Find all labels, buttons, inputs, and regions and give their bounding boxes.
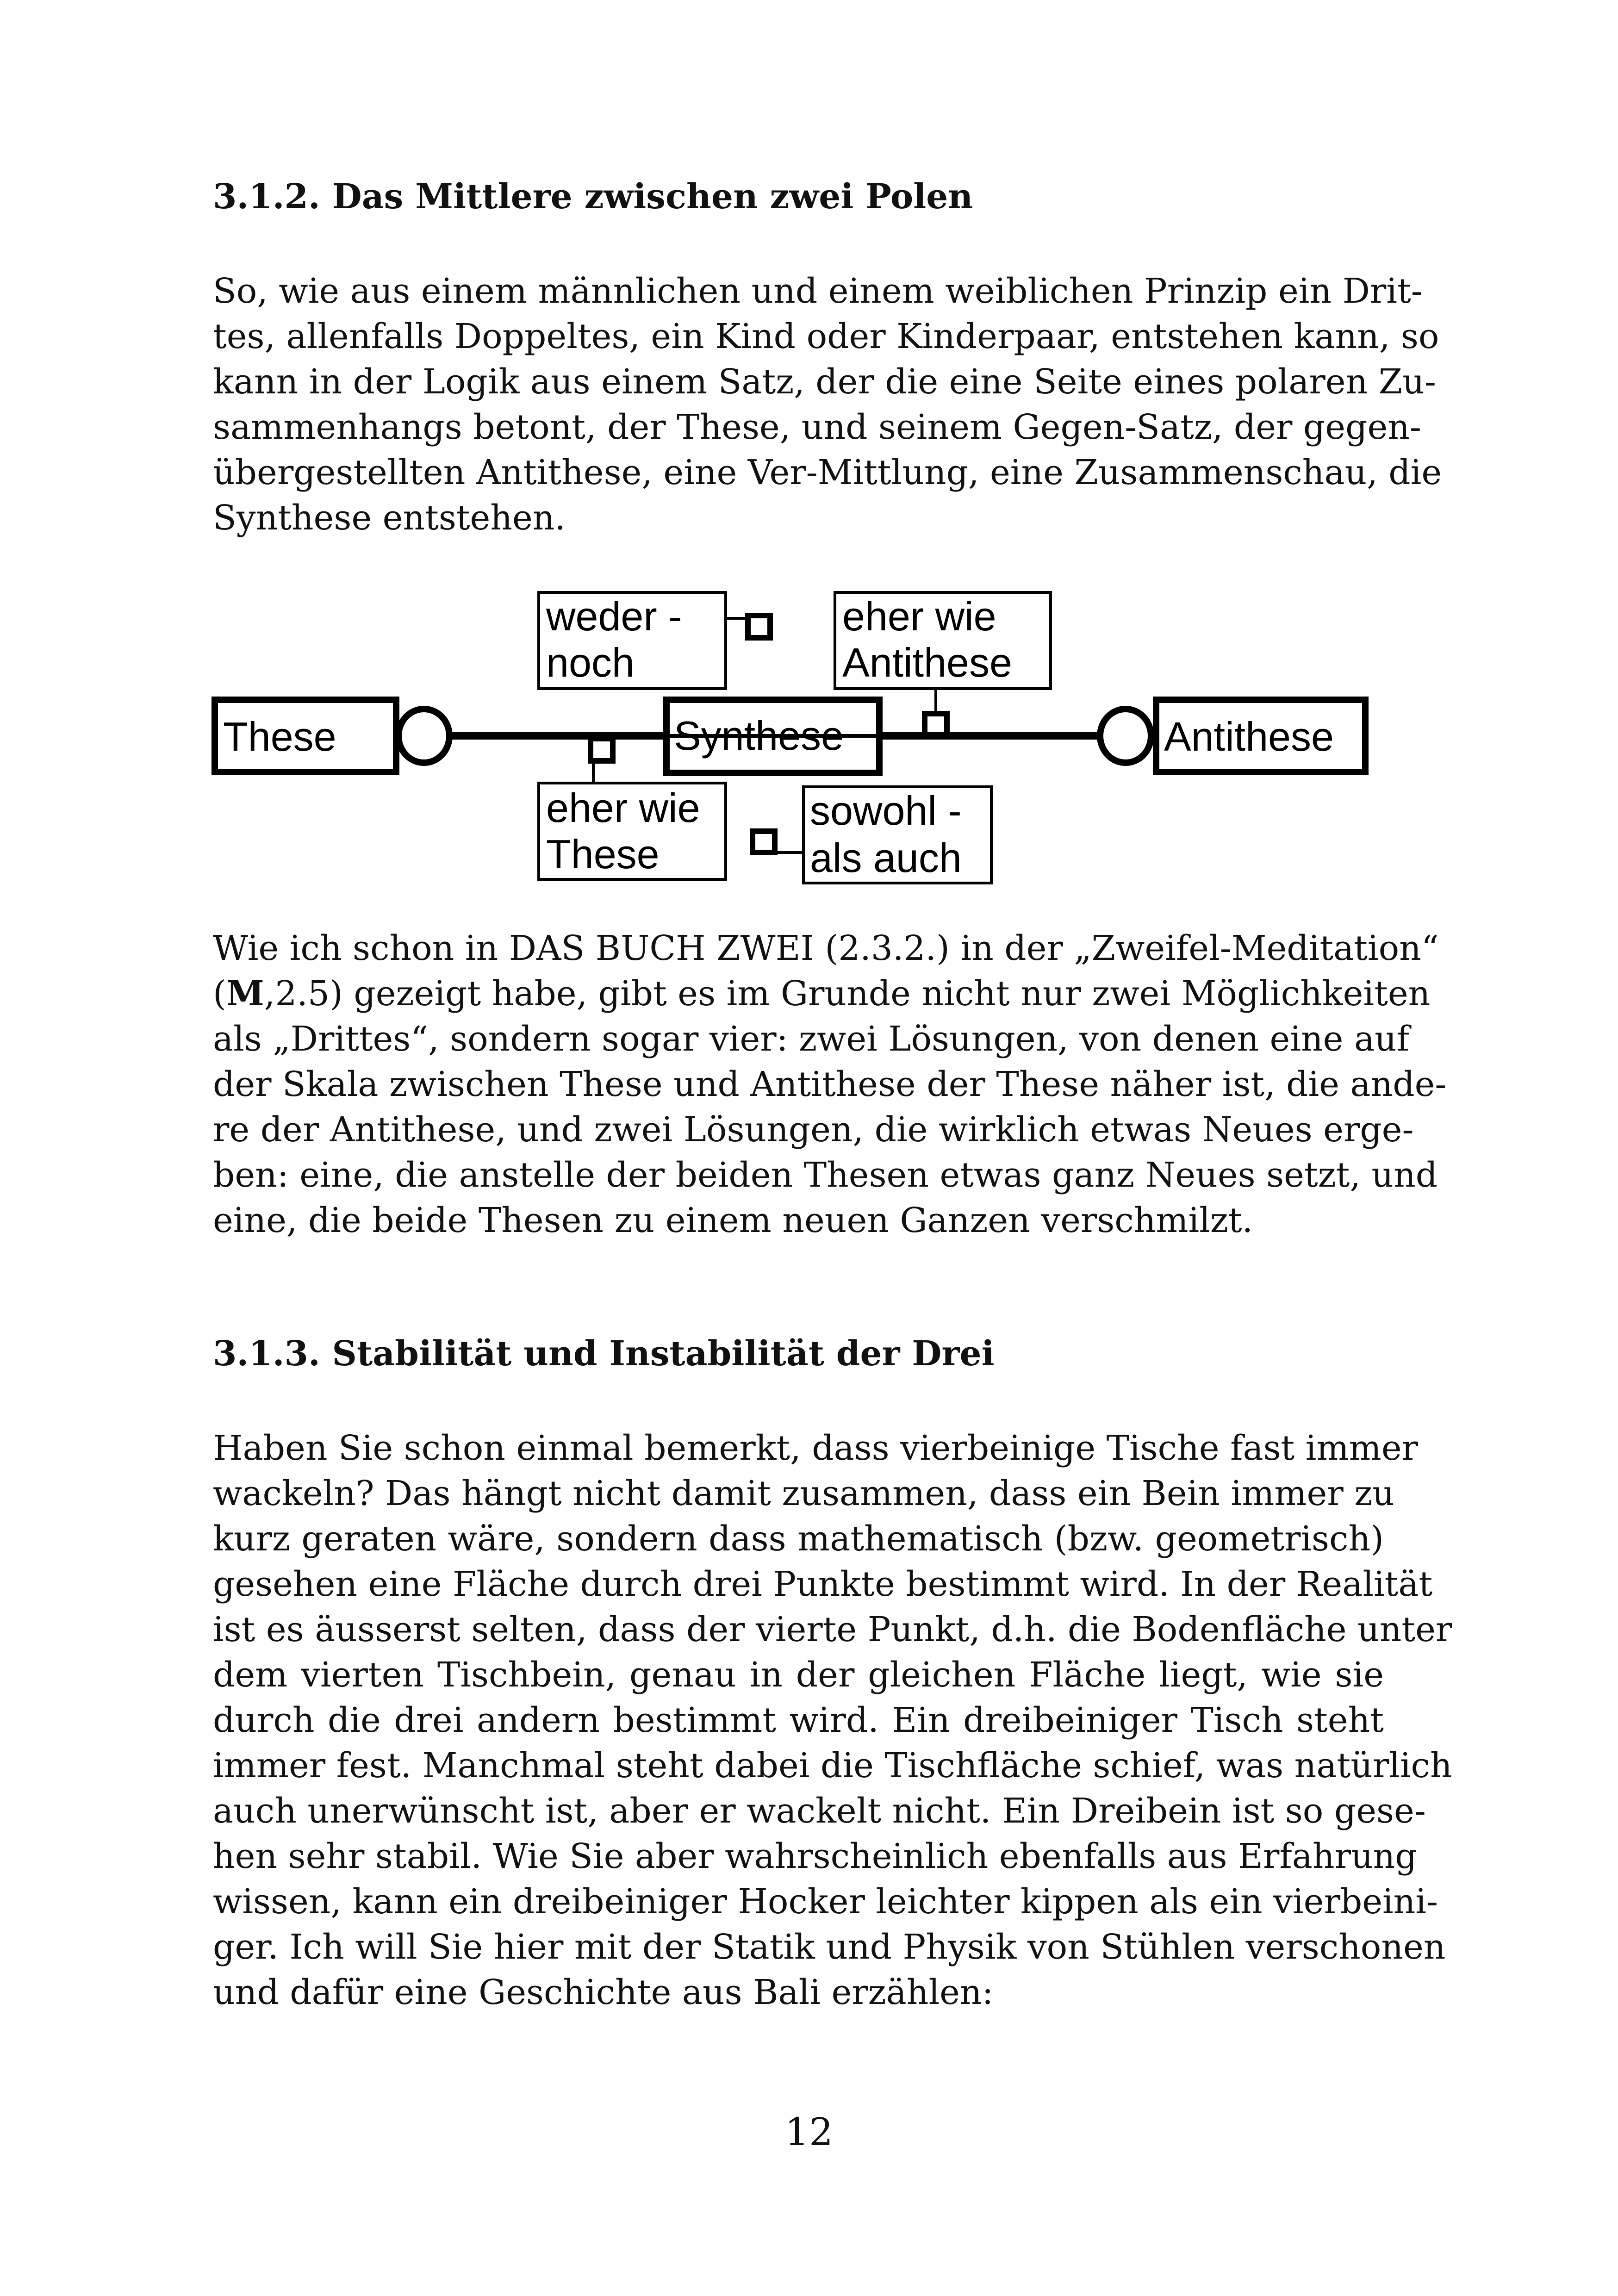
text-line: Synthese entstehen. bbox=[213, 498, 566, 538]
sowohl-port bbox=[753, 831, 775, 852]
text-line: auch unerwünscht ist, aber er wackelt nicht. Ein Dreibein ist so gese- bbox=[213, 1791, 1426, 1831]
text-line: als „Drittes“, sondern sogar vier: zwei Lösungen, von denen eine auf bbox=[213, 1019, 1410, 1059]
text-line: kann in der Logik aus einem Satz, der die eine Seite eines polaren Zu- bbox=[213, 362, 1436, 402]
paragraph-synthese-intro bbox=[213, 268, 1442, 541]
text-line: (M,2.5) gezeigt habe, gibt es im Grunde nicht nur zwei Möglichkeiten bbox=[213, 974, 1431, 1014]
antithese-circle bbox=[1100, 709, 1151, 763]
eher-antithese-label-line2: Antithese bbox=[842, 640, 1012, 685]
text-line: der Skala zwischen These und Antithese der These näher ist, die ande- bbox=[213, 1064, 1447, 1104]
method-reference-bold: M bbox=[226, 974, 264, 1014]
eher-these-port bbox=[591, 739, 613, 761]
text-line: kurz geraten wäre, sondern dass mathematisch (bzw. geometrisch) bbox=[213, 1519, 1384, 1559]
page-number: 12 bbox=[784, 2110, 834, 2154]
text-line: übergestellten Antithese, eine Ver-Mittlung, eine Zusammenschau, die bbox=[213, 453, 1442, 492]
text-line: ben: eine, die anstelle der beiden Thesen etwas ganz Neues setzt, und bbox=[213, 1155, 1438, 1195]
weder-noch-port bbox=[748, 616, 770, 638]
these-antithese-diagram bbox=[204, 579, 1398, 893]
text-line: So, wie aus einem männlichen und einem weiblichen Prinzip ein Drit- bbox=[213, 271, 1423, 311]
paragraph-stabilitaet bbox=[213, 1425, 1452, 2015]
text-line: gesehen eine Fläche durch drei Punkte bestimmt wird. In der Realität bbox=[213, 1564, 1433, 1604]
weder-noch-label-line1: weder - bbox=[546, 593, 682, 639]
text-line: Wie ich schon in DAS BUCH ZWEI (2.3.2.) in der „Zweifel-Meditation“ bbox=[213, 928, 1439, 968]
text-line: hen sehr stabil. Wie Sie aber wahrscheinlich ebenfalls aus Erfahrung bbox=[213, 1836, 1417, 1876]
these-label: These bbox=[223, 714, 336, 759]
weder-noch-label-line2: noch bbox=[546, 640, 635, 685]
text-line: dem vierten Tischbein, genau in der gleichen Fläche liegt, wie sie bbox=[213, 1655, 1384, 1695]
eher-these-label-line1: eher wie bbox=[546, 785, 700, 831]
section-heading-3-1-3: 3.1.3. Stabilität und Instabilität der Drei bbox=[213, 1334, 995, 1374]
text-line: immer fest. Manchmal steht dabei die Tischfläche schief, was natürlich bbox=[213, 1746, 1452, 1786]
these-circle bbox=[398, 709, 449, 763]
text-line: und dafür eine Geschichte aus Bali erzählen: bbox=[213, 1972, 994, 2012]
text-line: eine, die beide Thesen zu einem neuen Ganzen verschmilzt. bbox=[213, 1201, 1253, 1240]
text-line: ger. Ich will Sie hier mit der Statik und Physik von Stühlen verschonen bbox=[213, 1927, 1446, 1967]
text-line: tes, allenfalls Doppeltes, ein Kind oder Kinderpaar, entstehen kann, so bbox=[213, 317, 1439, 356]
text-line: wissen, kann ein dreibeiniger Hocker leichter kippen als ein vierbeini- bbox=[213, 1882, 1438, 1922]
sowohl-label-line1: sowohl - bbox=[810, 788, 962, 834]
text-line: wackeln? Das hängt nicht damit zusammen, dass ein Bein immer zu bbox=[213, 1474, 1394, 1513]
text-line: sammenhangs betont, der These, und seinem Gegen-Satz, der gegen- bbox=[213, 407, 1421, 447]
eher-antithese-port bbox=[925, 714, 947, 735]
text-line: ist es äusserst selten, dass der vierte Punkt, d.h. die Bodenfläche unter bbox=[213, 1610, 1452, 1649]
sowohl-label-line2: als auch bbox=[810, 835, 962, 881]
synthese-label: Synthese bbox=[674, 713, 844, 759]
section-heading-3-1-2: 3.1.2. Das Mittlere zwischen zwei Polen bbox=[213, 177, 973, 217]
text-line: re der Antithese, und zwei Lösungen, die wirklich etwas Neues erge- bbox=[213, 1110, 1414, 1150]
paragraph-vier-moeglichkeiten bbox=[213, 926, 1447, 1243]
antithese-label: Antithese bbox=[1164, 714, 1334, 759]
text-line: durch die drei andern bestimmt wird. Ein dreibeiniger Tisch steht bbox=[213, 1700, 1384, 1740]
text-line: Haben Sie schon einmal bemerkt, dass vierbeinige Tische fast immer bbox=[213, 1428, 1418, 1468]
eher-antithese-label-line1: eher wie bbox=[842, 593, 996, 639]
eher-these-label-line2: These bbox=[546, 831, 660, 877]
